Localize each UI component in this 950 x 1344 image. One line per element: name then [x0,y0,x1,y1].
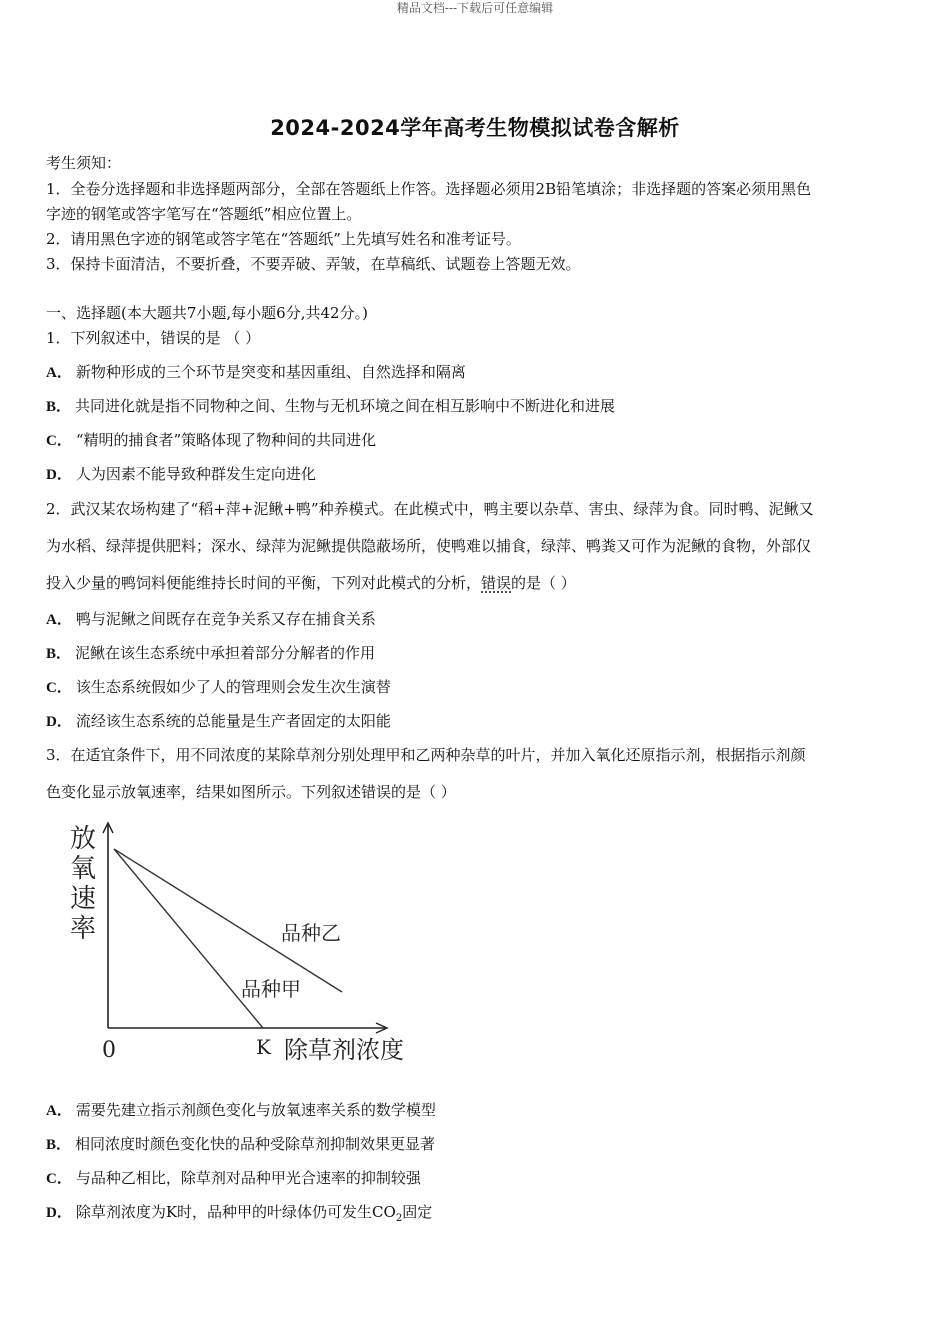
option-letter: B． [46,1137,72,1153]
option-text: 需要先建立指示剂颜色变化与放氧速率关系的数学模型 [75,1101,436,1119]
option-letter: A． [46,612,72,628]
q2-stem-line: 为水稻、绿萍提供肥料；深水、绿萍为泥鳅提供隐蔽场所，使鸭难以捕食，绿萍、鸭粪又可作为泥鳅的食物，外部仅 [46,537,812,555]
q2-emphasis: 错误 [481,574,512,592]
x-axis-label: 除草剂浓度 [284,1036,404,1064]
series-a-line [114,849,263,1028]
option-text: “精明的捕食者”策略体现了物种间的共同进化 [75,431,377,449]
notice-item: 2．请用黑色字迹的钢笔或答字笔在“答题纸”上先填写姓名和准考证号。 [46,230,521,248]
option-letter: D． [46,714,72,730]
q1-option-a [46,361,466,382]
q2-option-b [46,642,375,663]
q1-stem: 1．下列叙述中，错误的是 （ ） [46,329,261,347]
series-b-label: 品种乙 [281,921,341,945]
section-heading: 一、选择题(本大题共7小题,每小题6分,共42分。) [46,304,368,322]
option-text: 新物种形成的三个环节是突变和基因重组、自然选择和隔离 [75,363,466,381]
y-label-char: 率 [70,914,97,944]
option-text: 共同进化就是指不同物种之间、生物与无机环境之间在相互影响中不断进化和进展 [75,397,616,415]
q3-stem-line: 3．在适宜条件下，用不同浓度的某除草剂分别处理甲和乙两种杂草的叶片，并加入氧化还原指示剂，根据指示剂颜 [46,746,806,764]
q2-option-a [46,608,376,629]
q1-option-b [46,395,615,416]
q1-option-d [46,463,316,484]
option-letter: A． [46,365,72,381]
q2-stem-line-last [46,572,576,593]
k-label: K [256,1035,271,1059]
option-text: 流经该生态系统的总能量是生产者固定的太阳能 [75,712,391,730]
option-letter: D． [46,1205,72,1221]
q2-stem-tail: 的是（ ） [511,574,576,592]
option-text: 相同浓度时颜色变化快的品种受除草剂抑制效果更显著 [75,1135,436,1153]
header-note: 精品文档---下载后可任意编辑 [396,1,554,15]
q3-option-b [46,1133,435,1154]
option-text: 泥鳅在该生态系统中承担着部分分解者的作用 [75,644,376,662]
q2-stem-text: 投入少量的鸭饲料便能维持长时间的平衡，下列对此模式的分析， [46,574,482,592]
notice-heading: 考生须知： [46,154,122,172]
option-letter: D． [46,467,72,483]
option-text-tail: 固定 [402,1203,433,1221]
y-label-char: 速 [70,884,97,914]
page-title: 2024-2024学年高考生物模拟试卷含解析 [270,116,680,140]
option-text: 与品种乙相比，除草剂对品种甲光合速率的抑制较强 [75,1169,421,1187]
q2-option-d [46,710,391,731]
option-text: 人为因素不能导致种群发生定向进化 [75,465,316,483]
option-letter: B． [46,646,72,662]
y-label-char: 氧 [70,854,97,884]
series-a-label: 品种甲 [241,977,301,1001]
q2-option-c [46,676,391,697]
notice-item: 1．全卷分选择题和非选择题两部分，全部在答题纸上作答。选择题必须用2B铅笔填涂；非选择题的答案必须用黑色 [46,180,812,198]
option-letter: A． [46,1103,72,1119]
option-letter: C． [46,1171,72,1187]
q3-stem-line: 色变化显示放氧速率，结果如图所示。下列叙述错误的是（ ） [46,783,456,801]
option-letter: C． [46,680,72,696]
origin-label: 0 [102,1038,116,1063]
q3-option-a [46,1099,436,1120]
q3-option-d [46,1201,432,1224]
q2-stem-line: 2．武汉某农场构建了“稻+萍+泥鳅+鸭”种养模式。在此模式中，鸭主要以杂草、害虫、绿萍为食。同时鸭、泥鳅又 [46,500,814,518]
notice-item: 3．保持卡面清洁，不要折叠，不要弄破、弄皱，在草稿纸、试题卷上答题无效。 [46,255,581,273]
option-text: 该生态系统假如少了人的管理则会发生次生演替 [75,678,391,696]
option-letter: B． [46,399,72,415]
q3-option-c [46,1167,421,1188]
notice-item: 字迹的钢笔或答字笔写在“答题纸”相应位置上。 [46,205,362,223]
y-label-char: 放 [70,824,97,854]
oxygen-rate-figure [60,815,440,1070]
option-subscript: 2 [395,1213,403,1224]
option-text: 鸭与泥鳅之间既存在竞争关系又存在捕食关系 [75,610,376,628]
q1-option-c [46,429,376,450]
option-text: 除草剂浓度为K时，品种甲的叶绿体仍可发生CO [75,1203,396,1221]
option-letter: C． [46,433,72,449]
